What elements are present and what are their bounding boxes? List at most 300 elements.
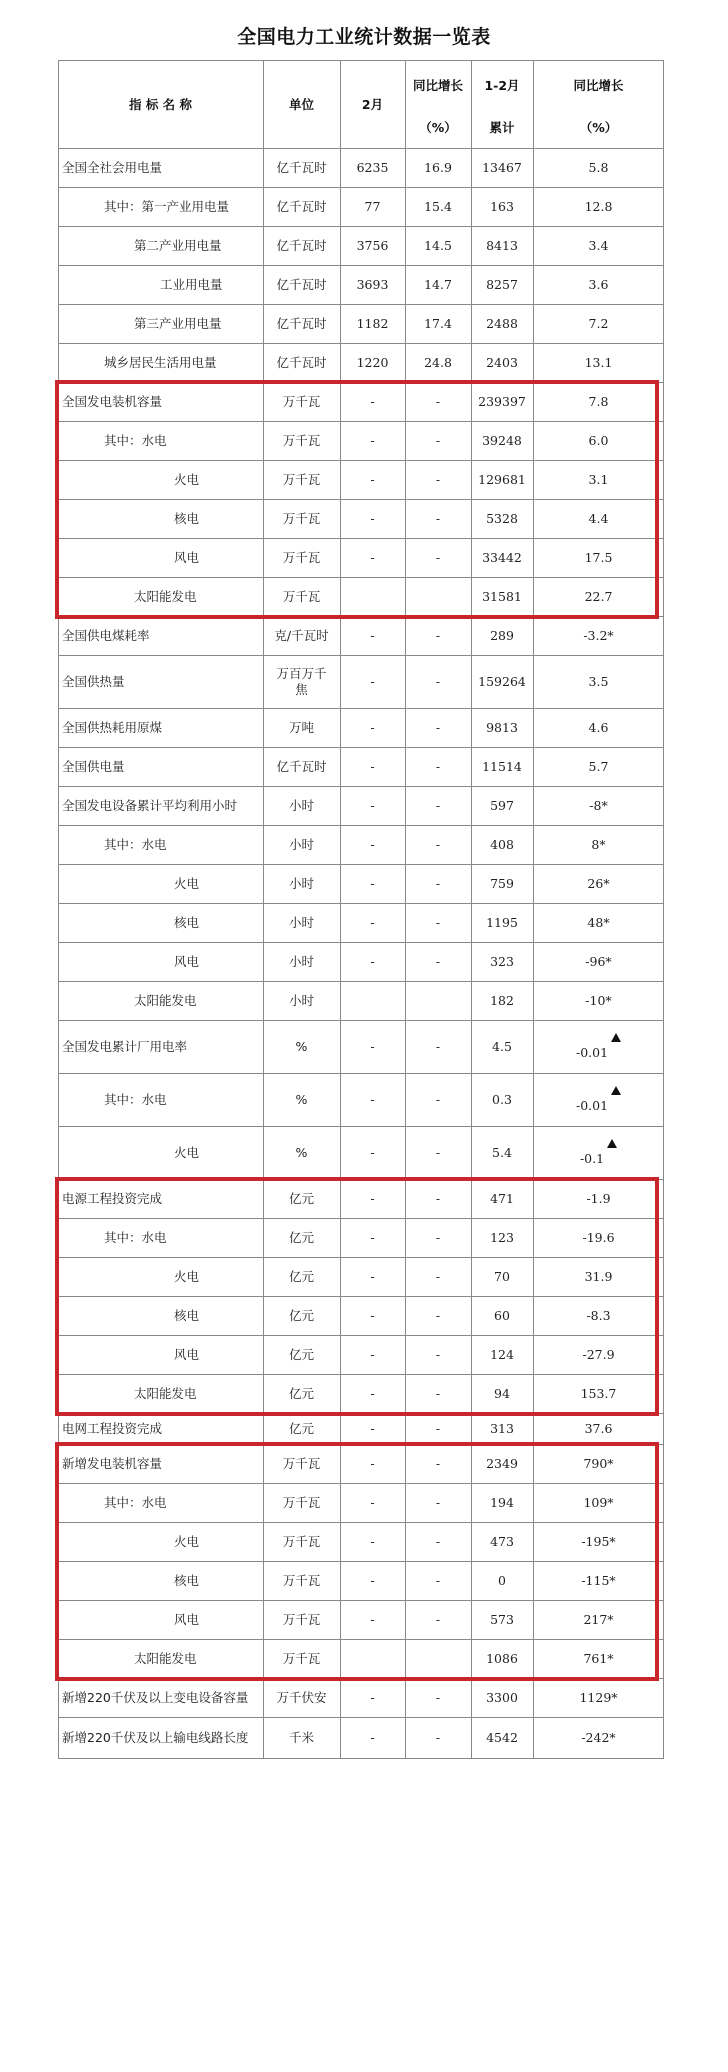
indicator-name-text: 风电 (174, 1346, 200, 1362)
cell-feb-value (340, 1073, 405, 1126)
unit-text: 亿元 (288, 1346, 314, 1362)
cell-indicator-name (58, 343, 263, 382)
cell-cumulative-yoy (533, 1073, 664, 1126)
cell-cumulative-value (471, 460, 533, 499)
cell-indicator-name (58, 499, 263, 538)
feb-yoy-text: - (435, 1268, 441, 1284)
cumulative-value-text: 289 (490, 627, 514, 643)
feb-value-text: - (370, 1533, 375, 1549)
cell-unit (263, 747, 340, 786)
cell-cumulative-yoy (533, 1561, 664, 1600)
cell-cumulative-value (471, 1444, 533, 1483)
unit-text: 亿元 (288, 1307, 314, 1323)
cell-cumulative-yoy (533, 1717, 664, 1758)
header-feb-yoy-unit: （%） (419, 120, 457, 135)
cell-unit (263, 304, 340, 343)
cell-cumulative-value (471, 1126, 533, 1179)
cell-cumulative-value (471, 1218, 533, 1257)
cell-feb-yoy (405, 499, 471, 538)
cumulative-value-text: 8413 (486, 237, 518, 253)
cumulative-yoy-text: 4.4 (588, 510, 609, 526)
feb-value-text: 1182 (356, 315, 389, 331)
cell-unit (263, 1678, 340, 1717)
unit-text: 万百万千焦 (276, 665, 327, 697)
cell-feb-yoy (405, 382, 471, 421)
cell-feb-value (340, 1257, 405, 1296)
cell-cumulative-yoy (533, 903, 664, 942)
cell-feb-yoy (405, 1126, 471, 1179)
unit-text: 万千瓦 (282, 1572, 321, 1588)
cell-unit (263, 1073, 340, 1126)
feb-value-text: - (370, 1307, 375, 1323)
cell-feb-value (340, 1522, 405, 1561)
unit-text: 亿元 (288, 1385, 314, 1401)
cumulative-value-text: 39248 (482, 432, 522, 448)
cell-indicator-name (58, 786, 263, 825)
cumulative-value-text: 11514 (482, 758, 522, 774)
cell-feb-value (340, 499, 405, 538)
unit-text: 万吨 (288, 719, 314, 735)
feb-value-text: - (370, 1729, 375, 1745)
cell-indicator-name (58, 1257, 263, 1296)
cell-indicator-name (58, 655, 263, 708)
cumulative-value-text: 597 (490, 797, 514, 813)
cell-unit (263, 1020, 340, 1073)
indicator-name-text: 风电 (174, 1611, 200, 1627)
cell-indicator-name (58, 1126, 263, 1179)
cell-cumulative-value (471, 304, 533, 343)
cell-indicator-name (58, 1218, 263, 1257)
unit-text: 万千瓦 (282, 549, 321, 565)
cumulative-yoy-text: 4.6 (588, 719, 609, 735)
cumulative-value-text: 2349 (486, 1455, 518, 1471)
indicator-name-text: 太阳能发电 (134, 588, 197, 604)
cell-unit (263, 1561, 340, 1600)
cell-indicator-name (58, 226, 263, 265)
cell-feb-yoy (405, 747, 471, 786)
unit-text: 小时 (288, 953, 314, 969)
cell-feb-yoy (405, 460, 471, 499)
cumulative-yoy-text: -1.9 (586, 1190, 611, 1206)
feb-yoy-text: - (435, 432, 441, 448)
cell-cumulative-yoy (533, 1483, 664, 1522)
cumulative-value-text: 194 (490, 1494, 514, 1510)
cumulative-yoy-text: 7.2 (588, 315, 609, 331)
cell-cumulative-value (471, 616, 533, 655)
cell-feb-yoy (405, 1413, 471, 1444)
feb-yoy-text: - (435, 1307, 441, 1323)
feb-yoy-text: - (435, 1611, 441, 1627)
feb-value-text: - (370, 1268, 375, 1284)
cell-feb-value (340, 1483, 405, 1522)
cell-cumulative-value (471, 265, 533, 304)
cell-feb-value (340, 616, 405, 655)
cell-feb-yoy (405, 616, 471, 655)
cell-indicator-name (58, 1335, 263, 1374)
cell-cumulative-yoy (533, 1126, 664, 1179)
cumulative-value-text: 3300 (486, 1689, 518, 1705)
unit-text: % (295, 1038, 308, 1054)
statistics-table (58, 60, 664, 2061)
cell-indicator-name (58, 148, 263, 187)
cell-unit (263, 1444, 340, 1483)
cell-indicator-name (58, 616, 263, 655)
unit-text: 小时 (288, 992, 314, 1008)
cumulative-value-text: 163 (490, 198, 514, 214)
cell-cumulative-value (471, 577, 533, 616)
cell-unit (263, 1126, 340, 1179)
cell-feb-yoy (405, 655, 471, 708)
feb-yoy-text: - (435, 1572, 441, 1588)
cell-cumulative-value (471, 1522, 533, 1561)
cell-unit (263, 1600, 340, 1639)
indicator-name-text: 全国供热耗用原煤 (62, 719, 163, 735)
feb-yoy-text: - (435, 549, 441, 565)
feb-yoy-text: - (435, 1346, 441, 1362)
unit-text: 万千瓦 (282, 1650, 321, 1666)
cell-cumulative-value (471, 1374, 533, 1413)
cell-unit (263, 382, 340, 421)
cell-indicator-name (58, 460, 263, 499)
cell-feb-yoy (405, 1179, 471, 1218)
cumulative-yoy-text: -0.1 (579, 1150, 605, 1166)
indicator-name-text: 全国发电设备累计平均利用小时 (62, 797, 238, 813)
feb-yoy-text: - (435, 627, 441, 643)
feb-value-text: - (370, 1455, 375, 1471)
cell-cumulative-value (471, 148, 533, 187)
cell-feb-yoy (405, 421, 471, 460)
cell-unit (263, 1296, 340, 1335)
cumulative-yoy-text: 17.5 (584, 549, 613, 565)
feb-yoy-text: - (435, 510, 441, 526)
cell-cumulative-value (471, 747, 533, 786)
cumulative-value-text: 60 (494, 1307, 510, 1323)
cumulative-yoy-text: 790* (583, 1455, 614, 1471)
cell-cumulative-value (471, 1639, 533, 1678)
cumulative-yoy-text: -0.01 (575, 1044, 609, 1060)
triangle-up-icon (611, 1086, 621, 1095)
feb-value-text: - (370, 719, 375, 735)
cumulative-yoy-text: -27.9 (582, 1346, 615, 1362)
indicator-name-text: 核电 (174, 914, 200, 930)
indicator-name-text: 全国供电量 (62, 758, 125, 774)
cumulative-yoy-text: 5.8 (588, 159, 609, 175)
indicator-name-text: 其中：水电 (104, 432, 167, 448)
cumulative-yoy-text: 22.7 (584, 588, 613, 604)
cell-cumulative-yoy (533, 1522, 664, 1561)
header-cumulative-yoy-unit: （%） (579, 120, 618, 135)
cell-feb-value (340, 421, 405, 460)
unit-text: 万千瓦 (282, 1494, 321, 1510)
cell-cumulative-value (471, 538, 533, 577)
triangle-up-icon (607, 1139, 617, 1148)
cell-feb-yoy (405, 1374, 471, 1413)
cell-cumulative-value (471, 1335, 533, 1374)
cell-feb-yoy (405, 1717, 471, 1758)
cumulative-value-text: 4.5 (492, 1038, 512, 1054)
feb-value-text: - (370, 1190, 375, 1206)
unit-text: 亿元 (288, 1420, 314, 1436)
cumulative-value-text: 4542 (486, 1729, 518, 1745)
indicator-name-text: 其中：水电 (104, 1494, 167, 1510)
cell-feb-yoy (405, 148, 471, 187)
cell-cumulative-yoy (533, 304, 664, 343)
cell-indicator-name (58, 1020, 263, 1073)
feb-value-text: 6235 (356, 159, 389, 175)
cell-cumulative-yoy (533, 1296, 664, 1335)
cell-unit (263, 708, 340, 747)
cell-indicator-name (58, 1413, 263, 1444)
cell-feb-yoy (405, 226, 471, 265)
cumulative-value-text: 123 (490, 1229, 514, 1245)
cell-feb-value (340, 1639, 405, 1678)
cell-feb-yoy (405, 1335, 471, 1374)
cell-cumulative-yoy (533, 1374, 664, 1413)
cell-cumulative-value (471, 825, 533, 864)
cell-cumulative-value (471, 1020, 533, 1073)
feb-yoy-text: - (435, 1494, 441, 1510)
cumulative-yoy-text: -10* (585, 992, 612, 1008)
feb-value-text: - (370, 914, 375, 930)
cell-feb-yoy (405, 1600, 471, 1639)
cell-feb-yoy (405, 187, 471, 226)
feb-value-text: - (370, 1144, 375, 1160)
cell-cumulative-value (471, 1561, 533, 1600)
cumulative-value-text: 5.4 (492, 1144, 512, 1160)
cell-indicator-name (58, 1600, 263, 1639)
indicator-name-text: 风电 (174, 549, 200, 565)
cell-indicator-name (58, 421, 263, 460)
cell-cumulative-yoy (533, 1678, 664, 1717)
cell-cumulative-value (471, 499, 533, 538)
feb-value-text: - (370, 673, 375, 689)
cumulative-yoy-text: -8* (589, 797, 608, 813)
unit-text: 万千瓦 (282, 432, 321, 448)
cell-cumulative-value (471, 1413, 533, 1444)
cell-cumulative-yoy (533, 421, 664, 460)
indicator-name-text: 火电 (174, 471, 200, 487)
cell-unit (263, 1374, 340, 1413)
feb-yoy-text: - (435, 953, 441, 969)
indicator-name-text: 新增发电装机容量 (62, 1455, 163, 1471)
cell-feb-value (340, 747, 405, 786)
feb-yoy-text: - (435, 1038, 441, 1054)
cell-feb-yoy (405, 1522, 471, 1561)
feb-yoy-text: - (435, 797, 441, 813)
feb-value-text: - (370, 1346, 375, 1362)
feb-value-text: - (370, 510, 375, 526)
cell-feb-value (340, 1717, 405, 1758)
cell-cumulative-yoy (533, 1413, 664, 1444)
indicator-name-text: 新增220千伏及以上变电设备容量 (62, 1689, 249, 1705)
cell-feb-value (340, 382, 405, 421)
cell-unit (263, 499, 340, 538)
feb-value-text: 1220 (356, 354, 389, 370)
cumulative-yoy-text: 26* (587, 875, 610, 891)
cell-feb-value (340, 1600, 405, 1639)
cumulative-yoy-text: -96* (585, 953, 612, 969)
feb-yoy-text: - (435, 758, 441, 774)
indicator-name-text: 火电 (174, 1144, 200, 1160)
cell-feb-value (340, 655, 405, 708)
cumulative-value-text: 2403 (486, 354, 518, 370)
indicator-name-text: 全国供热量 (62, 673, 125, 689)
cumulative-value-text: 1195 (486, 914, 518, 930)
cumulative-value-text: 239397 (478, 393, 526, 409)
header-feb: 2月 (361, 97, 384, 112)
cumulative-value-text: 70 (494, 1268, 510, 1284)
cumulative-value-text: 5328 (486, 510, 518, 526)
cell-unit (263, 1483, 340, 1522)
cell-feb-value (340, 1413, 405, 1444)
cumulative-value-text: 2488 (486, 315, 518, 331)
cell-cumulative-value (471, 708, 533, 747)
cell-cumulative-yoy (533, 981, 664, 1020)
unit-text: 亿千瓦时 (276, 198, 327, 214)
cell-unit (263, 577, 340, 616)
cell-cumulative-value (471, 1483, 533, 1522)
cell-unit (263, 616, 340, 655)
cell-unit (263, 981, 340, 1020)
cumulative-yoy-text: 12.8 (584, 198, 613, 214)
cell-cumulative-yoy (533, 382, 664, 421)
cumulative-yoy-text: 217* (583, 1611, 614, 1627)
cumulative-value-text: 124 (490, 1346, 514, 1362)
feb-value-text: - (370, 627, 375, 643)
feb-value-text: 77 (364, 198, 381, 214)
cumulative-value-text: 471 (490, 1190, 514, 1206)
feb-yoy-text: - (435, 1229, 441, 1245)
cell-feb-yoy (405, 1678, 471, 1717)
feb-yoy-text: - (435, 719, 441, 735)
cell-feb-value (340, 1678, 405, 1717)
indicator-name-text: 火电 (174, 875, 200, 891)
cell-indicator-name (58, 825, 263, 864)
unit-text: 亿千瓦时 (276, 315, 327, 331)
cell-feb-value (340, 1335, 405, 1374)
cell-unit (263, 538, 340, 577)
feb-yoy-text: - (435, 875, 441, 891)
unit-text: 万千伏安 (276, 1689, 327, 1705)
cell-feb-value (340, 942, 405, 981)
triangle-up-icon (611, 1033, 621, 1042)
cumulative-value-text: 9813 (486, 719, 518, 735)
cell-indicator-name (58, 1522, 263, 1561)
cell-cumulative-value (471, 343, 533, 382)
cell-unit (263, 1257, 340, 1296)
cell-cumulative-value (471, 1296, 533, 1335)
cell-indicator-name (58, 981, 263, 1020)
unit-text: 万千瓦 (282, 393, 321, 409)
cell-feb-value (340, 460, 405, 499)
feb-yoy-text: 16.9 (424, 159, 452, 175)
cell-unit (263, 942, 340, 981)
cumulative-yoy-text: -8.3 (586, 1307, 611, 1323)
cell-feb-yoy (405, 708, 471, 747)
cell-unit (263, 1413, 340, 1444)
cell-cumulative-value (471, 382, 533, 421)
cell-indicator-name (58, 187, 263, 226)
unit-text: % (295, 1091, 308, 1107)
indicator-name-text: 核电 (174, 510, 200, 526)
feb-yoy-text: - (435, 1729, 441, 1745)
cumulative-value-text: 13467 (482, 159, 522, 175)
page-title: 全国电力工业统计数据一览表 (237, 26, 491, 48)
cell-feb-value (340, 265, 405, 304)
cell-cumulative-value (471, 1179, 533, 1218)
cumulative-value-text: 573 (490, 1611, 514, 1627)
cell-feb-value (340, 577, 405, 616)
cell-feb-value (340, 708, 405, 747)
indicator-name-text: 其中：水电 (104, 1229, 167, 1245)
cell-unit (263, 1179, 340, 1218)
indicator-name-text: 其中：第一产业用电量 (104, 198, 230, 214)
cell-feb-yoy (405, 903, 471, 942)
feb-yoy-text: - (435, 393, 441, 409)
cumulative-value-text: 31581 (482, 588, 522, 604)
cumulative-value-text: 8257 (486, 276, 518, 292)
cell-cumulative-value (471, 1600, 533, 1639)
cumulative-value-text: 473 (490, 1533, 514, 1549)
unit-text: 亿元 (288, 1190, 314, 1206)
cell-unit (263, 265, 340, 304)
unit-text: % (295, 1144, 308, 1160)
cumulative-value-text: 313 (490, 1420, 514, 1436)
indicator-name-text: 第三产业用电量 (134, 315, 222, 331)
unit-text: 小时 (288, 797, 314, 813)
cell-feb-yoy (405, 343, 471, 382)
header-cumulative-label: 累计 (489, 120, 515, 135)
cell-feb-value (340, 825, 405, 864)
cell-indicator-name (58, 1374, 263, 1413)
cell-cumulative-value (471, 421, 533, 460)
indicator-name-text: 其中：水电 (104, 836, 167, 852)
unit-text: 万千瓦 (282, 1611, 321, 1627)
header-cumulative-yoy: 同比增长 (573, 78, 624, 93)
cell-cumulative-value (471, 786, 533, 825)
cell-cumulative-yoy (533, 864, 664, 903)
cell-unit (263, 1335, 340, 1374)
cell-feb-value (340, 1296, 405, 1335)
cell-indicator-name (58, 577, 263, 616)
feb-value-text: - (370, 953, 375, 969)
cell-unit (263, 343, 340, 382)
cell-feb-value (340, 1444, 405, 1483)
feb-value-text: - (370, 549, 375, 565)
cell-feb-yoy (405, 1296, 471, 1335)
indicator-name-text: 火电 (174, 1268, 200, 1284)
cell-cumulative-yoy (533, 499, 664, 538)
indicator-name-text: 太阳能发电 (134, 1385, 197, 1401)
cell-cumulative-value (471, 1073, 533, 1126)
cumulative-yoy-text: -195* (581, 1533, 616, 1549)
feb-value-text: - (370, 471, 375, 487)
indicator-name-text: 火电 (174, 1533, 200, 1549)
cell-feb-yoy (405, 786, 471, 825)
feb-yoy-text: 24.8 (424, 354, 452, 370)
cell-unit (263, 1717, 340, 1758)
cell-feb-yoy (405, 265, 471, 304)
indicator-name-text: 全国发电累计厂用电率 (62, 1038, 188, 1054)
cell-unit (263, 460, 340, 499)
indicator-name-text: 全国全社会用电量 (62, 159, 163, 175)
feb-yoy-text: - (435, 1144, 441, 1160)
cell-cumulative-yoy (533, 825, 664, 864)
unit-text: 亿千瓦时 (276, 354, 327, 370)
cumulative-value-text: 182 (490, 992, 514, 1008)
cumulative-value-text: 1086 (486, 1650, 518, 1666)
cell-unit (263, 864, 340, 903)
